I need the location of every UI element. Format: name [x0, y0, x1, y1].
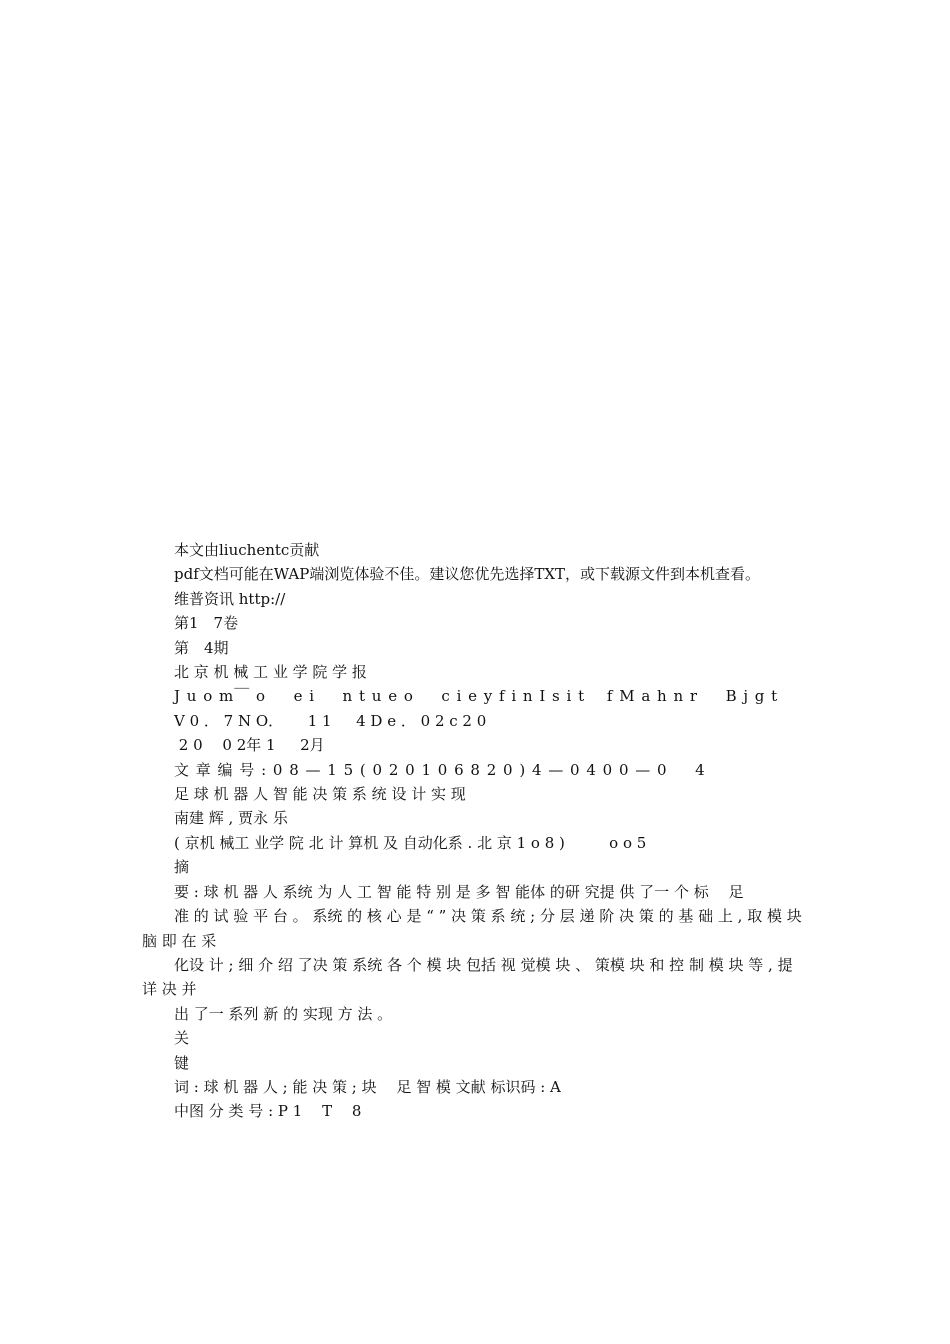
volume-line: 第1 7卷: [174, 614, 239, 633]
contributor-line: 本文由liuchentc贡献: [174, 541, 320, 559]
affiliation-line: ( 京机 械工 业学 院 北 计 算机 及 自动化系 . 北 京 1 o 8 ) o o 5: [174, 833, 647, 852]
journal-name-line: 北 京 机 械 工 业 学 院 学 报: [174, 663, 367, 682]
abstract-label-part1: 摘: [174, 858, 190, 877]
abstract-line-1: 要 : 球 机 器 人 系统 为 人 工 智 能 特 别 是 多 智 能体 的研 究提 供 了一 个 标 足: [174, 882, 744, 901]
wap-notice-line: pdf文档可能在WAP端浏览体验不佳。建议您优先选择TXT，或下载源文件到本机查看。: [174, 565, 761, 584]
classification-line: 中图 分 类 号 : P 1 T 8: [174, 1102, 362, 1121]
source-url-line: 维普资讯 http://: [174, 589, 286, 608]
abstract-line-4: 出 了一 系列 新 的 实现 方 法 。: [174, 1004, 393, 1023]
abstract-line-3: 化设 计 ; 细 介 绍 了决 策 系统 各 个 模 块 包括 视 觉模 块 、 策模 块 和 控 制 模 块 等 , 提 详 决 并: [142, 955, 813, 999]
keywords-line: 词 : 球 机 器 人 ; 能 决 策 ; 块 足 智 模 文献 标识码 : A: [174, 1077, 561, 1096]
abstract-line-2: 准 的 试 验 平 台 。 系统 的 核 心 是 “ ” 决 策 系 统 ; 分 层 递 阶 决 策 的 基 础 上 , 取 模 块 脑 即 在 采: [142, 907, 822, 950]
article-number-line: 文 章 编 号 : 0 8 — 1 5 ( 0 2 0 1 0 6 8 2 0 ) 4 — 0 4 0 0 — 0 4: [174, 760, 706, 779]
keywords-label-part2: 键: [174, 1053, 190, 1072]
authors-line: 南建 辉 , 贾永 乐: [174, 809, 288, 828]
document-body: [142, 538, 822, 1124]
date-line: 2 0 0 2年 1 2月: [174, 736, 325, 755]
issue-line: 第 4期: [174, 638, 229, 657]
journal-name-en-line: J u o m￣ o e i n t u e o c i e y f i n I s i t f M a h n r B j g t: [174, 687, 779, 706]
keywords-label-part1: 关: [174, 1029, 190, 1048]
article-title-line: 足 球 机 器 人 智 能 决 策 系 统 设 计 实 现: [174, 785, 466, 804]
volume-number-line: V 0 ． 7 N O． 1 1 4 D e ． 0 2 c 2 0: [174, 711, 487, 730]
